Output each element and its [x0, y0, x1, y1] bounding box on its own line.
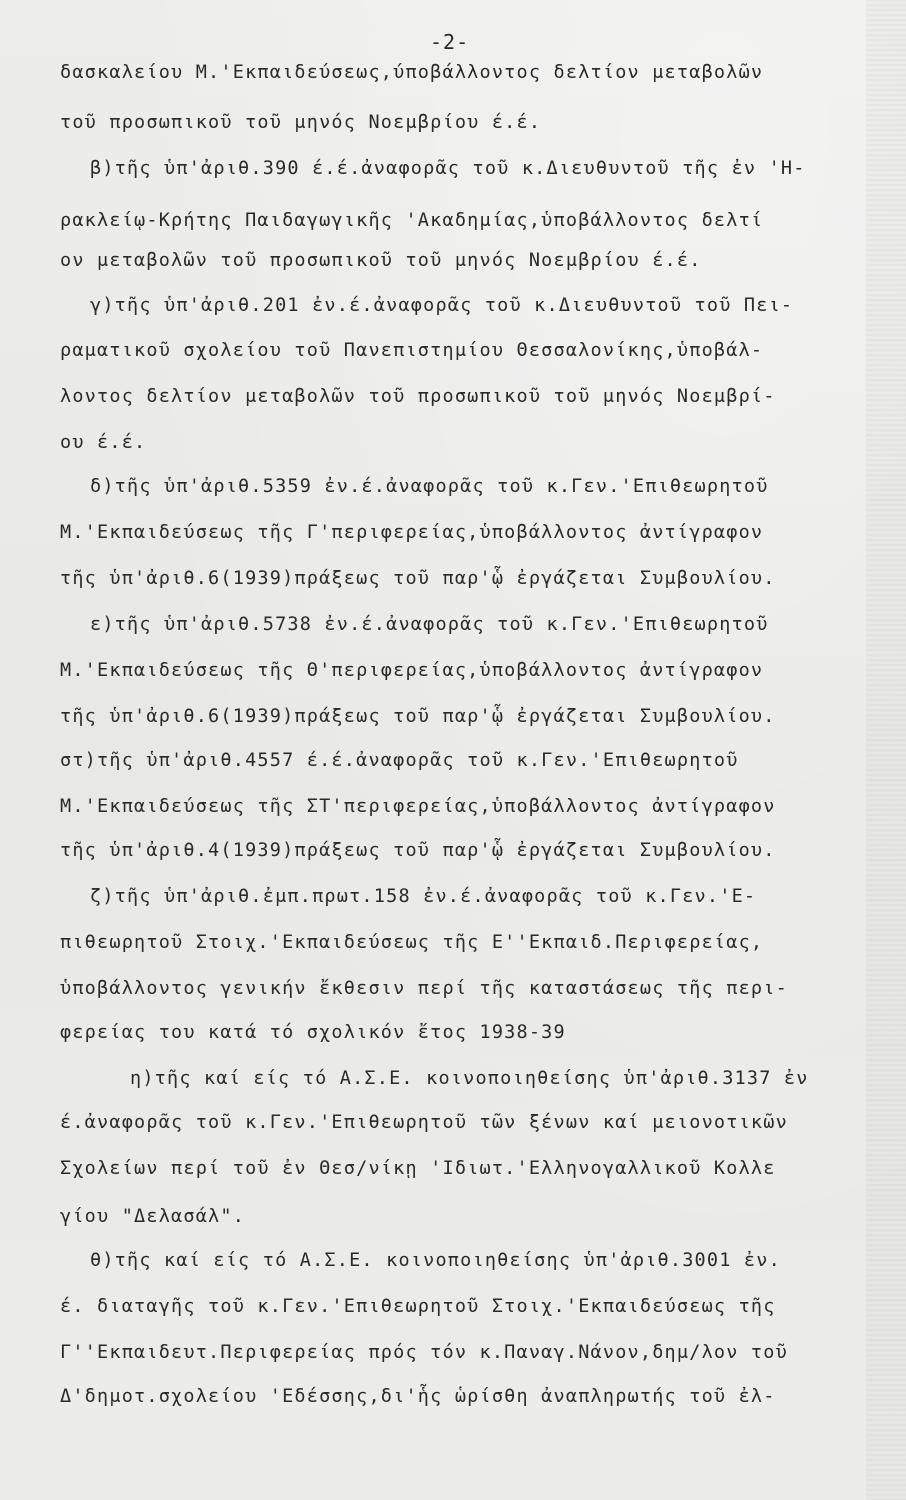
text-line: τῆς ὑπ'ἀριθ.6(1939)πράξεως τοῦ παρ'ᾧ ἐργάζεται Συμβουλίου. — [60, 706, 776, 727]
page-edge-shadow — [866, 0, 906, 1500]
text-line: β)τῆς ὑπ'ἀριθ.390 έ.έ.ἀναφορᾶς τοῦ κ.Διευθυντοῦ τῆς ἐν 'Η- — [90, 158, 806, 179]
text-line: Μ.'Εκπαιδεύσεως τῆς ΣΤ'περιφερείας,ὑποβάλλοντος ἀντίγραφον — [60, 796, 776, 817]
text-line: ον μεταβολῶν τοῦ προσωπικοῦ τοῦ μηνός Νοεμβρίου έ.έ. — [60, 250, 702, 271]
text-line: γ)τῆς ὑπ'ἀριθ.201 ἐν.έ.ἀναφορᾶς τοῦ κ.Διευθυντοῦ τοῦ Πει- — [90, 295, 794, 316]
text-line: Σχολείων περί τοῦ ἐν Θεσ/νίκῃ 'Ιδιωτ.'Ελληνογαλλικοῦ Κολλε — [60, 1158, 776, 1179]
text-line: γίου "Δελασάλ". — [60, 1206, 246, 1227]
text-line: τῆς ὑπ'ἀριθ.6(1939)πράξεως τοῦ παρ'ᾧ ἐργάζεται Συμβουλίου. — [60, 568, 776, 589]
text-line: Μ.'Εκπαιδεύσεως τῆς Γ'περιφερείας,ὑποβάλλοντος ἀντίγραφον — [60, 522, 764, 543]
text-line: έ.ἀναφορᾶς τοῦ κ.Γεν.'Επιθεωρητοῦ τῶν ξένων καί μειονοτικῶν — [60, 1112, 788, 1133]
text-line: στ)τῆς ὑπ'ἀριθ.4557 έ.έ.ἀναφορᾶς τοῦ κ.Γεν.'Επιθεωρητοῦ — [60, 750, 739, 771]
text-line: ὑποβάλλοντος γενικήν ἔκθεσιν περί τῆς καταστάσεως τῆς περι- — [60, 978, 788, 999]
text-line: πιθεωρητοῦ Στοιχ.'Εκπαιδεύσεως τῆς Ε''Εκπαιδ.Περιφερείας, — [60, 932, 764, 953]
text-line: η)τῆς καί είς τό Α.Σ.Ε. κοινοποιηθείσης ὑπ'ἀριθ.3137 ἐν — [130, 1068, 809, 1089]
text-line: δασκαλείου Μ.'Εκπαιδεύσεως,ύποβάλλοντος δελτίον μεταβολῶν — [60, 62, 764, 83]
text-line: δ)τῆς ὑπ'ἀριθ.5359 ἐν.έ.ἀναφορᾶς τοῦ κ.Γεν.'Επιθεωρητοῦ — [90, 476, 769, 497]
text-line: Μ.'Εκπαιδεύσεως τῆς Θ'περιφερείας,ὑποβάλλοντος ἀντίγραφον — [60, 660, 764, 681]
text-line: φερείας του κατά τό σχολικόν ἔτος 1938-39 — [60, 1022, 566, 1043]
text-line: Γ''Εκπαιδευτ.Περιφερείας πρός τόν κ.Παναγ.Νάνον,δημ/λον τοῦ — [60, 1342, 788, 1363]
text-line: λοντος δελτίον μεταβολῶν τοῦ προσωπικοῦ τοῦ μηνός Νοεμβρί- — [60, 386, 776, 407]
text-line: θ)τῆς καί είς τό Α.Σ.Ε. κοινοποιηθείσης ὑπ'ἀριθ.3001 ἐν. — [90, 1250, 781, 1271]
page-number: -2- — [430, 30, 470, 54]
text-line: ζ)τῆς ὑπ'ἀριθ.ἐμπ.πρωτ.158 ἐν.έ.ἀναφορᾶς τοῦ κ.Γεν.'Ε- — [90, 886, 757, 907]
text-line: ρακλείῳ-Κρήτης Παιδαγωγικῆς 'Ακαδημίας,ὑποβάλλοντος δελτί — [60, 210, 764, 231]
text-line: Δ'δημοτ.σχολείου 'Εδέσσης,δι'ἧς ὡρίσθη ἀναπληρωτής τοῦ ἐλ- — [60, 1386, 776, 1407]
text-line: τοῦ προσωπικοῦ τοῦ μηνός Νοεμβρίου έ.έ. — [60, 112, 542, 133]
text-line: έ. διαταγῆς τοῦ κ.Γεν.'Επιθεωρητοῦ Στοιχ.'Εκπαιδεύσεως τῆς — [60, 1296, 776, 1317]
text-line: τῆς ὑπ'ἀριθ.4(1939)πράξεως τοῦ παρ'ᾧ ἐργάζεται Συμβουλίου. — [60, 840, 776, 861]
text-line: ε)τῆς ὑπ'ἀριθ.5738 ἐν.έ.ἀναφορᾶς τοῦ κ.Γεν.'Επιθεωρητοῦ — [90, 614, 769, 635]
text-line: ου έ.έ. — [60, 432, 147, 453]
text-line: ραματικοῦ σχολείου τοῦ Πανεπιστημίου Θεσσαλονίκης,ὑποβάλ- — [60, 340, 764, 361]
